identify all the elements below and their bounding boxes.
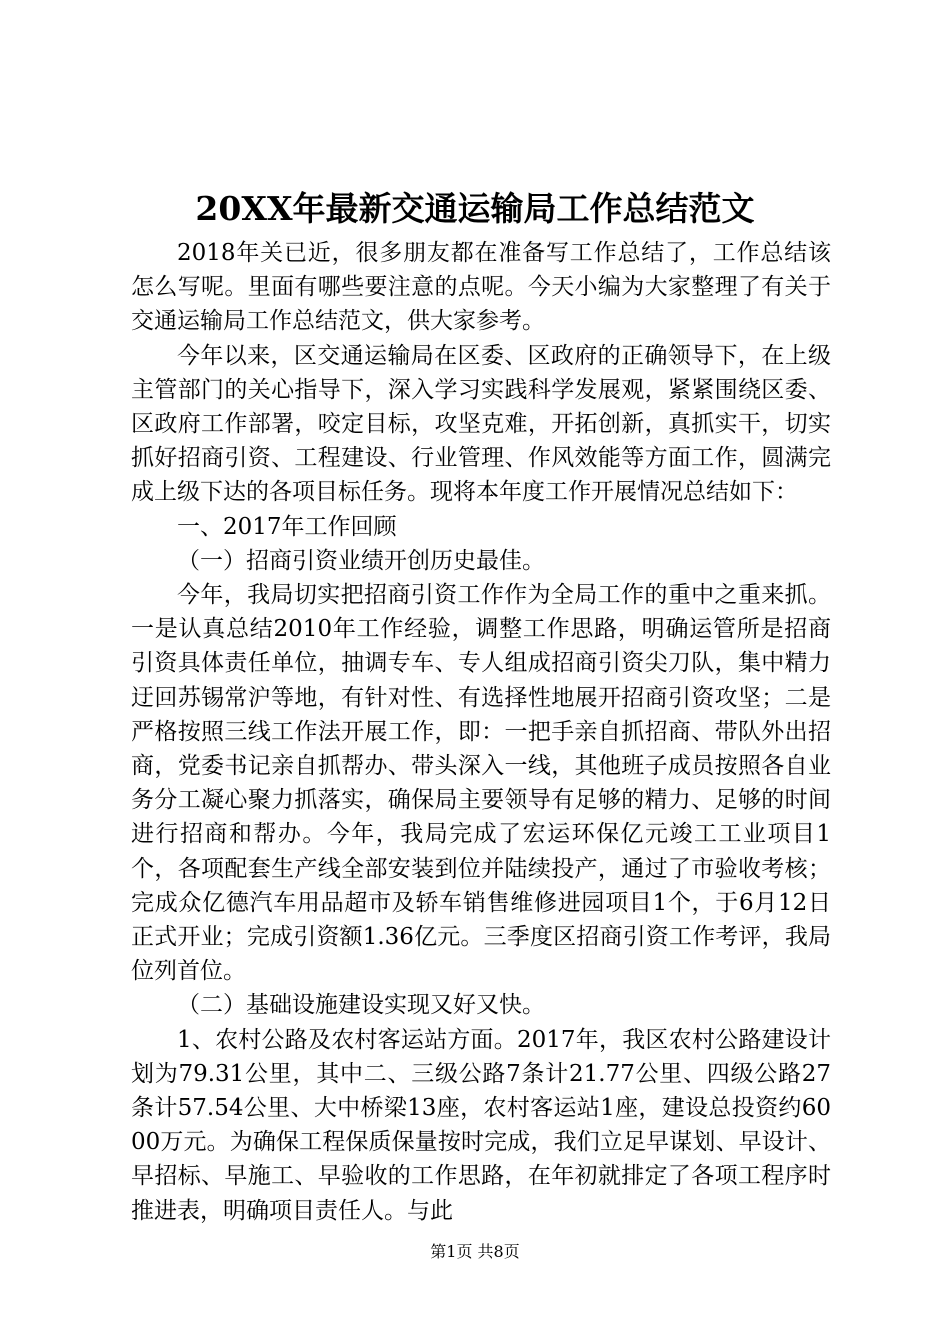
document-title: 20XX年最新交通运输局工作总结范文 — [195, 189, 755, 228]
page-footer: 第1页 共8页 — [430, 1242, 520, 1261]
paragraph-intro: 2018年关已近，很多朋友都在准备写工作总结了，工作总结该怎么写呢。里面有哪些要注意的点呢。今天小编为大家整理了有关于交通运输局工作总结范文，供大家参考。 — [131, 240, 831, 335]
subsection-heading-investment: （一）招商引资业绩开创历史最佳。 — [177, 547, 545, 574]
section-heading-review: 一、2017年工作回顾 — [177, 513, 397, 540]
paragraph-overview: 今年以来，区交通运输局在区委、区政府的正确领导下，在上级主管部门的关心指导下，深入学习实践科学发展观，紧紧围绕区委、区政府工作部署，咬定目标，攻坚克难，开拓创新，真抓实干，切实抓好招商引资、工程建设、行业管理、作风效能等方面工作，圆满完成上级下达的各项目标任务。现将本年度工作开展情况总结如下： — [131, 342, 831, 506]
paragraph-rural-roads: 1、农村公路及农村客运站方面。2017年，我区农村公路建设计划为79.31公里，其中二、三级公路7条计21.77公里、四级公路27条计57.54公里、大中桥梁13座，农村客运站1座，建设总投资约6000万元。为确保工程保质保量按时完成，我们立足早谋划、早设计、早招标、早施工、早验收的工作思路，在年初就排定了各项工程序时推进表，明确项目责任人。与此 — [131, 1026, 831, 1224]
paragraph-investment: 今年，我局切实把招商引资工作作为全局工作的重中之重来抓。一是认真总结2010年工作经验，调整工作思路，明确运管所是招商引资具体责任单位，抽调专车、专人组成招商引资尖刀队，集中精力迂回苏锡常沪等地，有针对性、有选择性地展开招商引资攻坚；二是严格按照三线工作法开展工作，即：一把手亲自抓招商、带队外出招商，党委书记亲自抓帮办、带头深入一线，其他班子成员按照各自业务分工凝心聚力抓落实，确保局主要领导有足够的精力、足够的时间进行招商和帮办。今年，我局完成了宏运环保亿元竣工工业项目1个，各项配套生产线全部安装到位并陆续投产，通过了市验收考核；完成众亿德汽车用品超市及轿车销售维修进园项目1个，于6月12日正式开业；完成引资额1.36亿元。三季度区招商引资工作考评，我局位列首位。 — [131, 582, 831, 985]
subsection-heading-infrastructure: （二）基础设施建设实现又好又快。 — [177, 992, 545, 1019]
document-body — [131, 236, 831, 1228]
